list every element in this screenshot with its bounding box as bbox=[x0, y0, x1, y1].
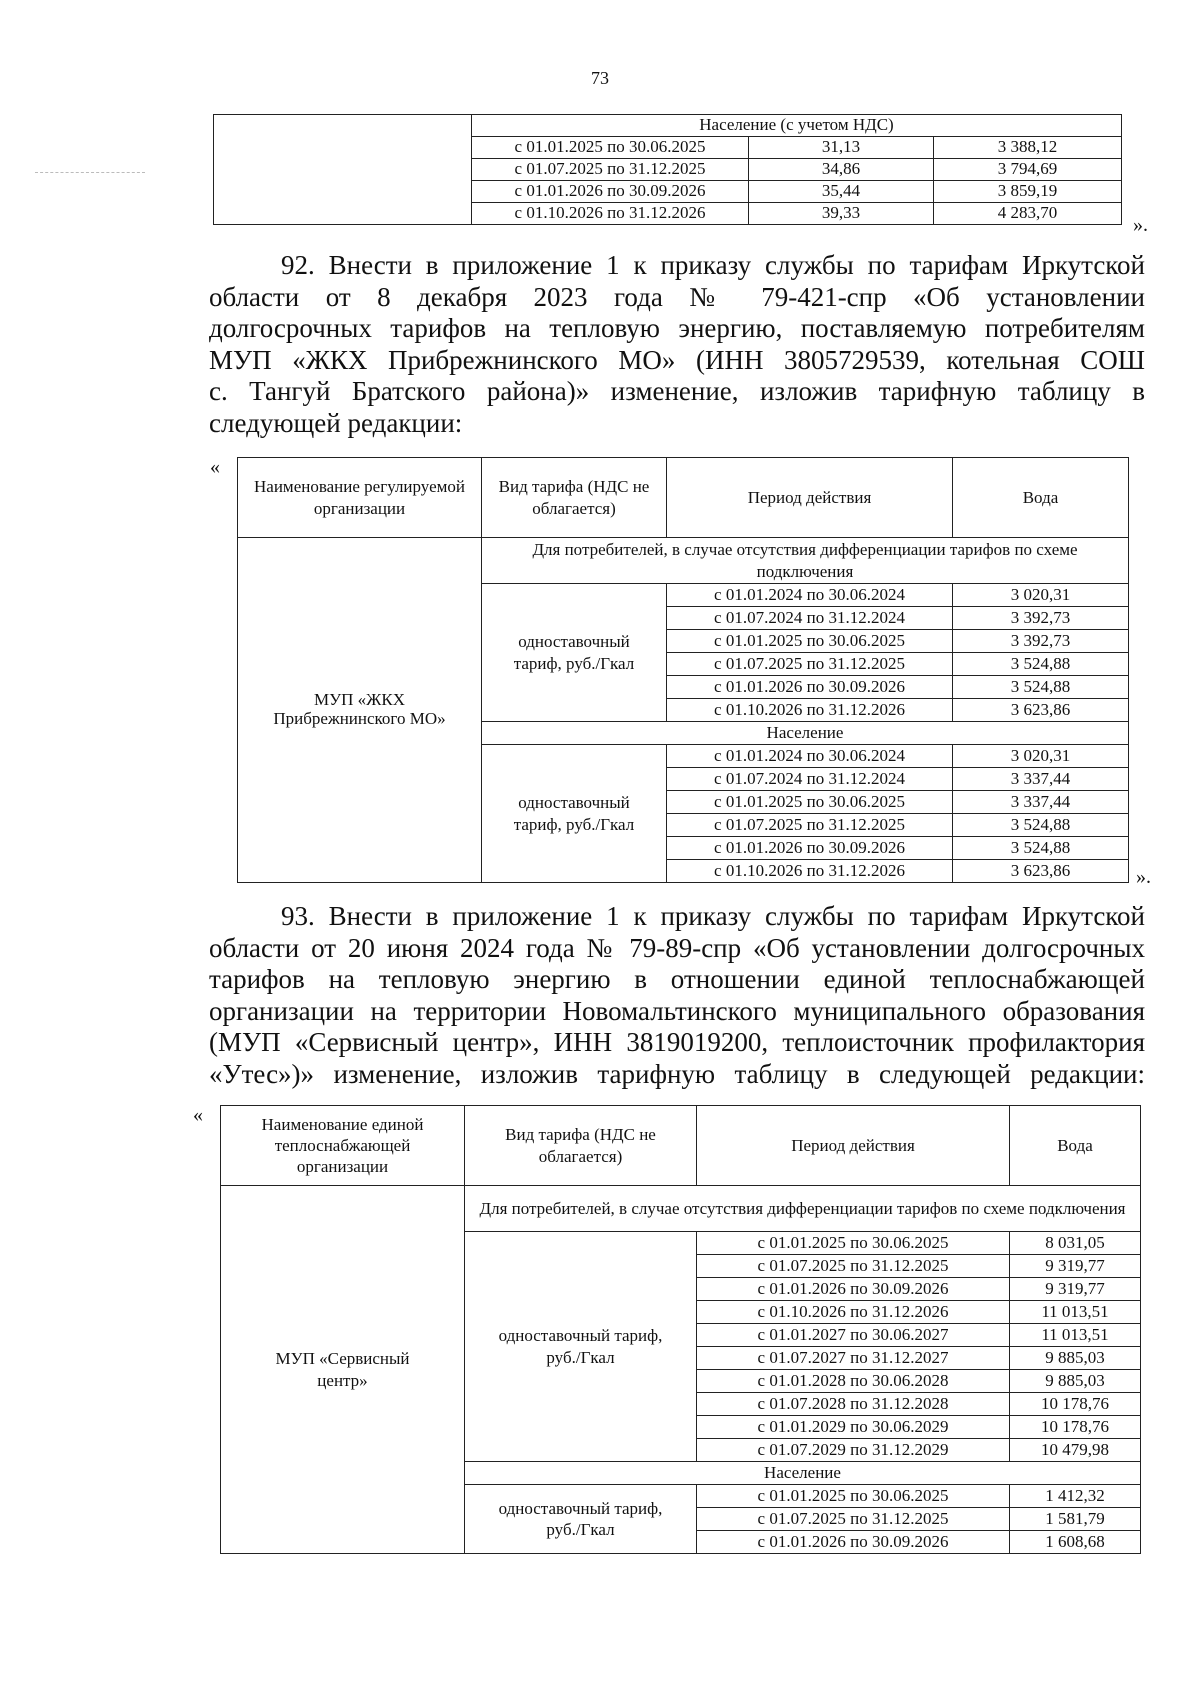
section-label: Для потребителей, в случае отсутствия дифференциации тарифов по схеме подключения bbox=[482, 538, 1129, 584]
value-cell: 11 013,51 bbox=[1010, 1301, 1141, 1324]
header-period: Период действия bbox=[697, 1106, 1010, 1186]
period-cell: с 01.01.2026 по 30.09.2026 bbox=[667, 837, 953, 860]
header-water: Вода bbox=[953, 458, 1129, 538]
tariff-type: одноставочный тариф, руб./Гкал bbox=[482, 745, 667, 883]
value-cell: 3 524,88 bbox=[953, 676, 1129, 699]
tariff-type: одноставочный тариф, руб./Гкал bbox=[482, 584, 667, 722]
period-cell: с 01.07.2025 по 31.12.2025 bbox=[472, 159, 749, 181]
value-cell: 31,13 bbox=[749, 137, 934, 159]
value-cell: 3 020,31 bbox=[953, 584, 1129, 607]
value-cell: 4 283,70 bbox=[934, 203, 1122, 225]
period-cell: с 01.10.2026 по 31.12.2026 bbox=[472, 203, 749, 225]
period-cell: с 01.07.2027 по 31.12.2027 bbox=[697, 1347, 1010, 1370]
text-line: «Утес»)» изменение, изложив тарифную таблицу в следующей редакции: bbox=[209, 1058, 1145, 1089]
period-cell: с 01.01.2026 по 30.09.2026 bbox=[472, 181, 749, 203]
period-cell: с 01.01.2026 по 30.09.2026 bbox=[667, 676, 953, 699]
value-cell: 10 178,76 bbox=[1010, 1393, 1141, 1416]
closing-quote: ». bbox=[1136, 866, 1151, 888]
period-cell: с 01.01.2025 по 30.06.2025 bbox=[667, 791, 953, 814]
value-cell: 3 524,88 bbox=[953, 653, 1129, 676]
text-line: 93. Внести в приложение 1 к приказу службы по тарифам Иркутской bbox=[281, 901, 1145, 931]
header-tariff: Вид тарифа (НДС не облагается) bbox=[482, 458, 667, 538]
opening-quote: « bbox=[193, 1104, 203, 1126]
tariff-table-continuation bbox=[213, 114, 1122, 225]
period-cell: с 01.07.2025 по 31.12.2025 bbox=[697, 1255, 1010, 1278]
period-cell: с 01.07.2024 по 31.12.2024 bbox=[667, 607, 953, 630]
text-line: с. Тангуй Братского района)» изменение, изложив тарифную таблицу в bbox=[209, 376, 1145, 406]
period-cell: с 01.10.2026 по 31.12.2026 bbox=[697, 1301, 1010, 1324]
tariff-type: одноставочный тариф, руб./Гкал bbox=[465, 1485, 697, 1554]
tariff-type: одноставочный тариф, руб./Гкал bbox=[465, 1232, 697, 1462]
table-header bbox=[221, 1106, 1141, 1186]
org-name: МУП «ЖКХ Прибрежнинского МО» bbox=[238, 538, 482, 883]
period-cell: с 01.01.2026 по 30.09.2026 bbox=[697, 1278, 1010, 1301]
value-cell: 3 524,88 bbox=[953, 837, 1129, 860]
paragraph-92 bbox=[209, 250, 1145, 439]
header-org: Наименование регулируемой организации bbox=[238, 458, 482, 538]
period-cell: с 01.07.2025 по 31.12.2025 bbox=[667, 653, 953, 676]
value-cell: 39,33 bbox=[749, 203, 934, 225]
period-cell: с 01.07.2025 по 31.12.2025 bbox=[697, 1508, 1010, 1531]
value-cell: 10 479,98 bbox=[1010, 1439, 1141, 1462]
period-cell: с 01.07.2029 по 31.12.2029 bbox=[697, 1439, 1010, 1462]
text-line: организации на территории Новомальтинского муниципального образования bbox=[209, 995, 1145, 1026]
text-line: 92. Внести в приложение 1 к приказу службы по тарифам Иркутской bbox=[281, 250, 1145, 280]
text-line: области от 20 июня 2024 года № 79-89-спр «Об установлении долгосрочных bbox=[209, 932, 1145, 963]
header-org: Наименование единой теплоснабжающей организации bbox=[221, 1106, 465, 1186]
value-cell: 9 319,77 bbox=[1010, 1255, 1141, 1278]
period-cell: с 01.10.2026 по 31.12.2026 bbox=[667, 860, 953, 883]
value-cell: 3 337,44 bbox=[953, 791, 1129, 814]
org-cell-empty bbox=[214, 115, 472, 225]
section-label: Для потребителей, в случае отсутствия дифференциации тарифов по схеме подключения bbox=[465, 1186, 1141, 1232]
value-cell: 9 319,77 bbox=[1010, 1278, 1141, 1301]
value-cell: 10 178,76 bbox=[1010, 1416, 1141, 1439]
value-cell: 8 031,05 bbox=[1010, 1232, 1141, 1255]
value-cell: 3 794,69 bbox=[934, 159, 1122, 181]
value-cell: 3 623,86 bbox=[953, 860, 1129, 883]
period-cell: с 01.01.2025 по 30.06.2025 bbox=[697, 1232, 1010, 1255]
period-cell: с 01.01.2025 по 30.06.2025 bbox=[697, 1485, 1010, 1508]
header-water: Вода bbox=[1010, 1106, 1141, 1186]
text-line: тарифов на тепловую энергию в отношении единой теплоснабжающей bbox=[209, 964, 1145, 994]
value-cell: 9 885,03 bbox=[1010, 1347, 1141, 1370]
value-cell: 1 581,79 bbox=[1010, 1508, 1141, 1531]
opening-quote: « bbox=[210, 456, 220, 478]
section-label: Население bbox=[482, 722, 1129, 745]
tariff-table-93 bbox=[220, 1105, 1141, 1554]
tariff-table-92 bbox=[237, 457, 1129, 883]
scan-artifact bbox=[35, 172, 145, 173]
period-cell: с 01.07.2024 по 31.12.2024 bbox=[667, 768, 953, 791]
period-cell: с 01.01.2029 по 30.06.2029 bbox=[697, 1416, 1010, 1439]
period-cell: с 01.07.2028 по 31.12.2028 bbox=[697, 1393, 1010, 1416]
value-cell: 3 388,12 bbox=[934, 137, 1122, 159]
table-header bbox=[238, 458, 1129, 538]
header-tariff: Вид тарифа (НДС не облагается) bbox=[465, 1106, 697, 1186]
org-name: МУП «Сервисный центр» bbox=[221, 1186, 465, 1554]
period-cell: с 01.10.2026 по 31.12.2026 bbox=[667, 699, 953, 722]
page-number: 73 bbox=[591, 68, 609, 88]
value-cell: 3 392,73 bbox=[953, 607, 1129, 630]
value-cell: 1 608,68 bbox=[1010, 1531, 1141, 1554]
value-cell: 11 013,51 bbox=[1010, 1324, 1141, 1347]
text-line: долгосрочных тарифов на тепловую энергию, поставляемую потребителям bbox=[209, 313, 1145, 343]
value-cell: 3 623,86 bbox=[953, 699, 1129, 722]
text-line: области от 8 декабря 2023 года № 79-421-спр «Об установлении bbox=[209, 281, 1145, 312]
value-cell: 3 392,73 bbox=[953, 630, 1129, 653]
value-cell: 3 337,44 bbox=[953, 768, 1129, 791]
value-cell: 3 020,31 bbox=[953, 745, 1129, 768]
text-line: следующей редакции: bbox=[209, 407, 463, 438]
value-cell: 3 524,88 bbox=[953, 814, 1129, 837]
value-cell: 34,86 bbox=[749, 159, 934, 181]
section-label: Население (с учетом НДС) bbox=[472, 115, 1122, 137]
period-cell: с 01.01.2024 по 30.06.2024 bbox=[667, 584, 953, 607]
paragraph-93 bbox=[209, 901, 1145, 1090]
header-period: Период действия bbox=[667, 458, 953, 538]
period-cell: с 01.01.2028 по 30.06.2028 bbox=[697, 1370, 1010, 1393]
period-cell: с 01.01.2026 по 30.09.2026 bbox=[697, 1531, 1010, 1554]
period-cell: с 01.01.2027 по 30.06.2027 bbox=[697, 1324, 1010, 1347]
period-cell: с 01.01.2025 по 30.06.2025 bbox=[472, 137, 749, 159]
section-label: Население bbox=[465, 1462, 1141, 1485]
value-cell: 3 859,19 bbox=[934, 181, 1122, 203]
text-line: (МУП «Сервисный центр», ИНН 3819019200, теплоисточник профилактория bbox=[209, 1027, 1145, 1057]
text-line: МУП «ЖКХ Прибрежнинского МО» (ИНН 3805729539, котельная СОШ bbox=[209, 344, 1145, 375]
period-cell: с 01.07.2025 по 31.12.2025 bbox=[667, 814, 953, 837]
value-cell: 35,44 bbox=[749, 181, 934, 203]
period-cell: с 01.01.2024 по 30.06.2024 bbox=[667, 745, 953, 768]
period-cell: с 01.01.2025 по 30.06.2025 bbox=[667, 630, 953, 653]
value-cell: 1 412,32 bbox=[1010, 1485, 1141, 1508]
closing-quote: ». bbox=[1133, 214, 1148, 236]
value-cell: 9 885,03 bbox=[1010, 1370, 1141, 1393]
